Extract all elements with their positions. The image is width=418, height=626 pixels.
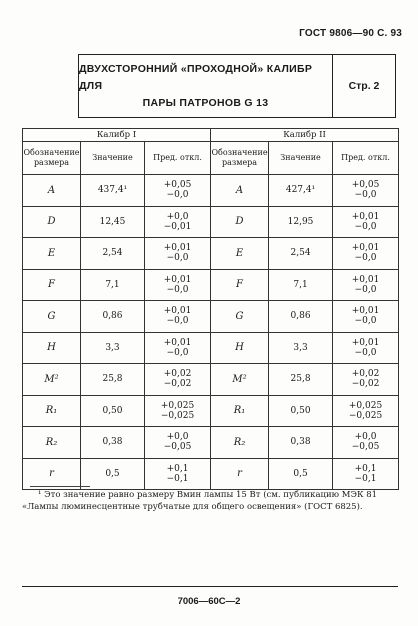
- tolerance-cell: [145, 238, 211, 270]
- title-line-2: ПАРЫ ПАТРОНОВ G 13: [142, 96, 269, 109]
- value-text: 12,95: [287, 216, 314, 227]
- value-cell: [269, 364, 333, 396]
- designation-text: G: [47, 310, 56, 322]
- value-text: 0,86: [102, 311, 123, 322]
- value-text: 3,3: [105, 342, 120, 353]
- designation-cell: [211, 206, 269, 238]
- lower-deviation: −0,0: [354, 284, 377, 295]
- upper-deviation: +0,0: [166, 211, 189, 222]
- lower-deviation: −0,0: [354, 221, 377, 232]
- value-text: 2,54: [102, 248, 123, 259]
- value-text: 427,4¹: [285, 185, 316, 196]
- tolerance-cell: [145, 301, 211, 333]
- lower-deviation: −0,0: [166, 190, 189, 201]
- upper-deviation: +0,01: [351, 211, 380, 222]
- lower-deviation: −0,05: [163, 442, 192, 453]
- designation-text: H: [235, 342, 244, 354]
- lower-deviation: −0,02: [163, 379, 192, 390]
- value-text: 7,1: [105, 279, 120, 290]
- value-cell: [81, 269, 145, 301]
- designation-cell: [23, 301, 81, 333]
- upper-deviation: +0,01: [163, 274, 192, 285]
- upper-deviation: +0,02: [163, 369, 192, 380]
- page-header: ГОСТ 9806—90 С. 93: [299, 28, 402, 39]
- lower-deviation: −0,1: [166, 473, 189, 484]
- gauge-dimensions-table: [22, 128, 399, 490]
- column-header-value: Значение: [81, 142, 145, 175]
- lower-deviation: −0,0: [166, 347, 189, 358]
- upper-deviation: +0,02: [351, 369, 380, 380]
- designation-cell: [211, 269, 269, 301]
- value-cell: [269, 238, 333, 270]
- lower-deviation: −0,025: [160, 410, 195, 421]
- lower-deviation: −0,0: [166, 316, 189, 327]
- table-row: [23, 175, 399, 207]
- designation-text: r: [49, 468, 54, 480]
- value-cell: [81, 238, 145, 270]
- table-row: [23, 301, 399, 333]
- upper-deviation: +0,01: [163, 306, 192, 317]
- designation-text: D: [235, 216, 244, 228]
- value-cell: [269, 427, 333, 459]
- lower-deviation: −0,0: [166, 253, 189, 264]
- group-header-gauge-1: Калибр I: [23, 129, 211, 142]
- upper-deviation: +0,01: [351, 274, 380, 285]
- value-text: 12,45: [99, 216, 126, 227]
- designation-cell: [211, 458, 269, 490]
- value-cell: [81, 206, 145, 238]
- designation-cell: [23, 206, 81, 238]
- value-text: 437,4¹: [97, 185, 128, 196]
- designation-text: A: [47, 184, 56, 196]
- designation-text: A: [235, 184, 244, 196]
- value-cell: [81, 427, 145, 459]
- tolerance-cell: [145, 395, 211, 427]
- upper-deviation: +0,01: [351, 243, 380, 254]
- value-text: 25,8: [290, 374, 311, 385]
- designation-cell: [23, 395, 81, 427]
- value-cell: [81, 175, 145, 207]
- column-header-tolerance: Пред. откл.: [145, 142, 211, 175]
- tolerance-cell: [145, 458, 211, 490]
- table-row: [23, 269, 399, 301]
- value-text: 0,50: [290, 405, 311, 416]
- upper-deviation: +0,05: [163, 180, 192, 191]
- table-row: [23, 364, 399, 396]
- value-text: 3,3: [293, 342, 308, 353]
- value-cell: [269, 332, 333, 364]
- designation-text: R₁: [45, 405, 58, 417]
- tolerance-cell: [333, 238, 399, 270]
- column-header-tolerance: Пред. откл.: [333, 142, 399, 175]
- tolerance-cell: [333, 364, 399, 396]
- value-cell: [269, 175, 333, 207]
- footnote: ¹ Это значение равно размеру Bмин лампы 15 Вт (см. публикацию МЭК 81 «Лампы люминесцентные трубчатые для общего освещения» (ГОСТ 6825).: [22, 490, 378, 512]
- upper-deviation: +0,0: [166, 432, 189, 443]
- lower-deviation: −0,0: [354, 316, 377, 327]
- designation-cell: [23, 458, 81, 490]
- title-box: [78, 54, 396, 118]
- tolerance-cell: [333, 269, 399, 301]
- designation-cell: [23, 332, 81, 364]
- printing-code: 7006—60С—2: [177, 596, 241, 607]
- tolerance-cell: [145, 175, 211, 207]
- lower-deviation: −0,025: [348, 410, 383, 421]
- tolerance-cell: [145, 332, 211, 364]
- upper-deviation: +0,01: [351, 337, 380, 348]
- designation-text: H: [47, 342, 56, 354]
- value-cell: [81, 458, 145, 490]
- upper-deviation: +0,01: [351, 306, 380, 317]
- value-cell: [81, 395, 145, 427]
- designation-cell: [23, 238, 81, 270]
- value-text: 25,8: [102, 374, 123, 385]
- designation-cell: [23, 364, 81, 396]
- designation-text: M²: [44, 373, 59, 385]
- tolerance-cell: [333, 395, 399, 427]
- value-cell: [81, 364, 145, 396]
- value-text: 0,86: [290, 311, 311, 322]
- value-cell: [81, 332, 145, 364]
- designation-cell: [211, 332, 269, 364]
- table-row: [23, 206, 399, 238]
- designation-text: D: [47, 216, 56, 228]
- designation-text: F: [48, 279, 55, 291]
- value-cell: [269, 269, 333, 301]
- designation-text: G: [235, 310, 244, 322]
- upper-deviation: +0,01: [163, 337, 192, 348]
- designation-cell: [23, 427, 81, 459]
- tolerance-cell: [333, 206, 399, 238]
- value-cell: [269, 301, 333, 333]
- value-text: 0,38: [290, 437, 311, 448]
- designation-cell: [211, 427, 269, 459]
- designation-text: R₂: [45, 436, 58, 448]
- value-text: 0,38: [102, 437, 123, 448]
- tolerance-cell: [145, 206, 211, 238]
- value-text: 2,54: [290, 248, 311, 259]
- table-row: [23, 427, 399, 459]
- upper-deviation: +0,025: [160, 400, 195, 411]
- tolerance-cell: [145, 427, 211, 459]
- lower-deviation: −0,01: [163, 221, 192, 232]
- upper-deviation: +0,025: [348, 400, 383, 411]
- lower-deviation: −0,1: [354, 473, 377, 484]
- designation-text: M²: [232, 373, 247, 385]
- upper-deviation: +0,1: [354, 463, 377, 474]
- value-cell: [269, 458, 333, 490]
- designation-cell: [211, 395, 269, 427]
- designation-cell: [211, 364, 269, 396]
- lower-deviation: −0,05: [351, 442, 380, 453]
- designation-cell: [211, 301, 269, 333]
- upper-deviation: +0,01: [163, 243, 192, 254]
- table-row: [23, 458, 399, 490]
- designation-cell: [211, 238, 269, 270]
- tolerance-cell: [145, 269, 211, 301]
- tolerance-cell: [333, 175, 399, 207]
- designation-text: R₁: [233, 405, 246, 417]
- upper-deviation: +0,05: [351, 180, 380, 191]
- title-line-1: ДВУХСТОРОННИЙ «ПРОХОДНОЙ» КАЛИБР ДЛЯ: [79, 62, 313, 92]
- tolerance-cell: [333, 301, 399, 333]
- designation-text: E: [47, 247, 56, 259]
- lower-deviation: −0,0: [354, 253, 377, 264]
- footnote-divider: [30, 486, 90, 487]
- table-row: [23, 238, 399, 270]
- document-title: [79, 55, 333, 117]
- designation-text: R₂: [233, 436, 246, 448]
- designation-cell: [23, 175, 81, 207]
- lower-deviation: −0,0: [166, 284, 189, 295]
- bottom-divider: [22, 586, 398, 587]
- designation-text: E: [235, 247, 244, 259]
- value-cell: [269, 395, 333, 427]
- tolerance-cell: [333, 458, 399, 490]
- column-header-designation: Обозначение размера: [23, 142, 81, 175]
- tolerance-cell: [145, 364, 211, 396]
- table-row: [23, 395, 399, 427]
- group-header-gauge-2: Калибр II: [211, 129, 399, 142]
- value-cell: [81, 301, 145, 333]
- designation-text: F: [236, 279, 243, 291]
- designation-cell: [23, 269, 81, 301]
- lower-deviation: −0,0: [354, 347, 377, 358]
- column-header-designation: Обозначение размера: [211, 142, 269, 175]
- value-text: 0,5: [293, 468, 308, 479]
- upper-deviation: +0,1: [166, 463, 189, 474]
- sheet-number: Стр. 2: [348, 80, 380, 92]
- tolerance-cell: [333, 332, 399, 364]
- designation-text: r: [237, 468, 242, 480]
- column-header-value: Значение: [269, 142, 333, 175]
- value-text: 0,50: [102, 405, 123, 416]
- tolerance-cell: [333, 427, 399, 459]
- value-text: 0,5: [105, 468, 120, 479]
- designation-cell: [211, 175, 269, 207]
- value-text: 7,1: [293, 279, 308, 290]
- lower-deviation: −0,0: [354, 190, 377, 201]
- lower-deviation: −0,02: [351, 379, 380, 390]
- value-cell: [269, 206, 333, 238]
- upper-deviation: +0,0: [354, 432, 377, 443]
- table-row: [23, 332, 399, 364]
